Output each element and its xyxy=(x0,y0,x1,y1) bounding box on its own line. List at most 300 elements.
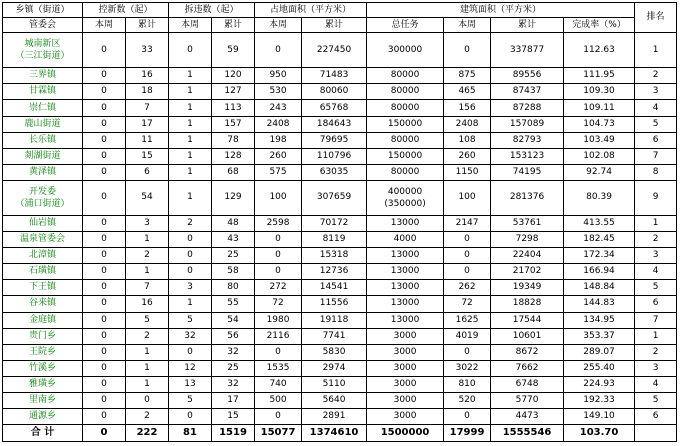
cell-land-week: 72 xyxy=(255,296,302,312)
cell-land-total: 2974 xyxy=(302,360,367,376)
township-name xyxy=(3,360,83,376)
header-land-area: 占地面积（平方米） xyxy=(255,3,367,18)
totals-land-week: 15077 xyxy=(255,425,302,442)
cell-task: 13000 xyxy=(367,312,444,328)
cell-dm-week: 1 xyxy=(169,68,212,84)
cell-bld-total: 5770 xyxy=(491,392,564,408)
cell-nc-total: 2 xyxy=(126,248,169,264)
table-row xyxy=(3,180,677,215)
township-name-line: 开发委 xyxy=(28,186,56,197)
cell-bld-total: 4473 xyxy=(491,408,564,424)
township-name-line: 仙岩镇 xyxy=(28,218,56,229)
header-task: 总任务 xyxy=(367,18,444,33)
cell-dm-total: 128 xyxy=(212,148,255,164)
cell-bld-total: 53761 xyxy=(491,216,564,232)
cell-land-week: 0 xyxy=(255,232,302,248)
cell-nc-total: 0 xyxy=(126,392,169,408)
header-land-week: 本周 xyxy=(255,18,302,33)
cell-land-total: 65768 xyxy=(302,100,367,116)
cell-task: 3000 xyxy=(367,376,444,392)
cell-dm-week: 32 xyxy=(169,328,212,344)
township-name xyxy=(3,68,83,84)
cell-dm-week: 1 xyxy=(169,100,212,116)
header-land-total: 累计 xyxy=(302,18,367,33)
township-name-line: 长乐镇 xyxy=(28,134,56,145)
township-name xyxy=(3,264,83,280)
cell-land-week: 100 xyxy=(255,180,302,215)
cell-bld-total: 74195 xyxy=(491,164,564,180)
cell-land-total: 15318 xyxy=(302,248,367,264)
table-row xyxy=(3,296,677,312)
cell-nc-week: 0 xyxy=(83,232,126,248)
cell-dm-week: 0 xyxy=(169,408,212,424)
cell-bld-week: 4019 xyxy=(444,328,491,344)
cell-dm-total: 25 xyxy=(212,360,255,376)
township-name-line: （浦口街道） xyxy=(15,198,70,209)
cell-dm-week: 3 xyxy=(169,280,212,296)
cell-task: 80000 xyxy=(367,132,444,148)
cell-bld-week: 810 xyxy=(444,376,491,392)
township-name xyxy=(3,280,83,296)
cell-nc-total: 33 xyxy=(126,33,169,68)
cell-dm-total: 43 xyxy=(212,232,255,248)
cell-task: 13000 xyxy=(367,280,444,296)
cell-nc-total: 15 xyxy=(126,148,169,164)
cell-dm-week: 5 xyxy=(169,312,212,328)
cell-dm-week: 0 xyxy=(169,264,212,280)
township-name xyxy=(3,248,83,264)
township-name xyxy=(3,148,83,164)
cell-dm-week: 0 xyxy=(169,344,212,360)
township-name-line: 三界镇 xyxy=(28,70,56,81)
cell-bld-total: 19349 xyxy=(491,280,564,296)
header-nc-total: 累计 xyxy=(126,18,169,33)
cell-nc-week: 0 xyxy=(83,408,126,424)
table-row xyxy=(3,392,677,408)
cell-land-week: 2116 xyxy=(255,328,302,344)
cell-bld-week: 0 xyxy=(444,232,491,248)
cell-bld-total: 21702 xyxy=(491,264,564,280)
cell-bld-week: 0 xyxy=(444,344,491,360)
cell-land-week: 1535 xyxy=(255,360,302,376)
cell-land-total: 7741 xyxy=(302,328,367,344)
cell-nc-week: 0 xyxy=(83,132,126,148)
cell-land-total: 19118 xyxy=(302,312,367,328)
cell-land-total: 5640 xyxy=(302,392,367,408)
cell-task: 13000 xyxy=(367,264,444,280)
table-row xyxy=(3,360,677,376)
cell-bld-week: 156 xyxy=(444,100,491,116)
cell-rank: 7 xyxy=(635,148,677,164)
cell-nc-week: 0 xyxy=(83,360,126,376)
cell-nc-week: 0 xyxy=(83,148,126,164)
cell-nc-total: 1 xyxy=(126,376,169,392)
cell-bld-week: 0 xyxy=(444,264,491,280)
township-name xyxy=(3,392,83,408)
totals-dm-total: 1519 xyxy=(212,425,255,442)
cell-land-week: 950 xyxy=(255,68,302,84)
cell-nc-total: 17 xyxy=(126,116,169,132)
table-row xyxy=(3,312,677,328)
cell-land-week: 0 xyxy=(255,408,302,424)
cell-task: 3000 xyxy=(367,408,444,424)
cell-dm-total: 157 xyxy=(212,116,255,132)
cell-rank: 2 xyxy=(635,344,677,360)
cell-land-total: 79695 xyxy=(302,132,367,148)
cell-rate: 80.39 xyxy=(564,180,635,215)
cell-task xyxy=(367,180,444,215)
cell-bld-total: 87288 xyxy=(491,100,564,116)
cell-nc-week: 0 xyxy=(83,33,126,68)
cell-land-week: 2598 xyxy=(255,216,302,232)
cell-rate: 111.95 xyxy=(564,68,635,84)
cell-land-total: 110796 xyxy=(302,148,367,164)
cell-task: 150000 xyxy=(367,148,444,164)
township-name-line: 竹溪乡 xyxy=(28,362,56,373)
cell-nc-total: 18 xyxy=(126,84,169,100)
totals-task: 1500000 xyxy=(367,425,444,442)
cell-dm-total: 129 xyxy=(212,180,255,215)
cell-rank: 1 xyxy=(635,328,677,344)
cell-rank: 6 xyxy=(635,296,677,312)
cell-nc-total: 2 xyxy=(126,408,169,424)
cell-nc-week: 0 xyxy=(83,280,126,296)
township-name xyxy=(3,296,83,312)
cell-bld-total: 7662 xyxy=(491,360,564,376)
header-rate: 完成率（%） xyxy=(564,18,635,33)
cell-nc-total: 2 xyxy=(126,328,169,344)
cell-nc-total: 7 xyxy=(126,100,169,116)
cell-bld-week: 108 xyxy=(444,132,491,148)
cell-land-week: 198 xyxy=(255,132,302,148)
cell-dm-total: 15 xyxy=(212,408,255,424)
cell-bld-total: 22404 xyxy=(491,248,564,264)
township-name xyxy=(3,116,83,132)
cell-land-week: 260 xyxy=(255,148,302,164)
township-name-line: 黄泽镇 xyxy=(28,166,56,177)
township-name-line: 下王镇 xyxy=(28,282,56,293)
township-name xyxy=(3,216,83,232)
cell-nc-total: 3 xyxy=(126,216,169,232)
township-name xyxy=(3,84,83,100)
cell-land-total: 70172 xyxy=(302,216,367,232)
cell-nc-week: 0 xyxy=(83,296,126,312)
cell-bld-total: 337877 xyxy=(491,33,564,68)
cell-rate: 255.40 xyxy=(564,360,635,376)
cell-dm-total: 80 xyxy=(212,280,255,296)
header-dm-total: 累计 xyxy=(212,18,255,33)
cell-dm-week: 1 xyxy=(169,164,212,180)
cell-bld-total: 10601 xyxy=(491,328,564,344)
cell-nc-total: 1 xyxy=(126,264,169,280)
cell-dm-week: 1 xyxy=(169,116,212,132)
cell-rate: 149.10 xyxy=(564,408,635,424)
cell-bld-week: 262 xyxy=(444,280,491,296)
cell-land-total: 11556 xyxy=(302,296,367,312)
cell-rank: 4 xyxy=(635,264,677,280)
cell-task-line: 400000 xyxy=(387,186,423,197)
cell-nc-total: 11 xyxy=(126,132,169,148)
cell-rank: 5 xyxy=(635,392,677,408)
header-dm-week: 本周 xyxy=(169,18,212,33)
cell-nc-week: 0 xyxy=(83,164,126,180)
cell-task: 150000 xyxy=(367,116,444,132)
cell-dm-total: 32 xyxy=(212,344,255,360)
township-name-line: 温泉管委会 xyxy=(19,234,65,245)
cell-bld-week: 465 xyxy=(444,84,491,100)
table-row xyxy=(3,33,677,68)
cell-nc-total: 6 xyxy=(126,164,169,180)
cell-nc-total: 5 xyxy=(126,312,169,328)
cell-rank: 4 xyxy=(635,100,677,116)
table-row xyxy=(3,376,677,392)
cell-rate: 289.07 xyxy=(564,344,635,360)
cell-nc-week: 0 xyxy=(83,264,126,280)
cell-dm-week: 1 xyxy=(169,180,212,215)
township-name-line: 王院乡 xyxy=(28,346,56,357)
cell-bld-week: 875 xyxy=(444,68,491,84)
table-row xyxy=(3,148,677,164)
cell-dm-week: 1 xyxy=(169,148,212,164)
cell-task: 3000 xyxy=(367,360,444,376)
cell-bld-total: 157089 xyxy=(491,116,564,132)
township-name xyxy=(3,344,83,360)
cell-land-total: 2891 xyxy=(302,408,367,424)
cell-rate: 109.11 xyxy=(564,100,635,116)
cell-land-total: 307659 xyxy=(302,180,367,215)
totals-row xyxy=(3,425,677,442)
cell-bld-week: 3022 xyxy=(444,360,491,376)
table-row xyxy=(3,232,677,248)
cell-land-total: 63035 xyxy=(302,164,367,180)
cell-bld-week: 100 xyxy=(444,180,491,215)
cell-land-total: 12736 xyxy=(302,264,367,280)
totals-label: 合 计 xyxy=(3,425,83,442)
cell-dm-total: 55 xyxy=(212,296,255,312)
totals-rank xyxy=(635,425,677,442)
cell-land-total: 14541 xyxy=(302,280,367,296)
cell-bld-week: 260 xyxy=(444,148,491,164)
cell-land-total: 184643 xyxy=(302,116,367,132)
township-name xyxy=(3,408,83,424)
township-name-line: 谷来镇 xyxy=(28,298,56,309)
cell-nc-total: 7 xyxy=(126,280,169,296)
cell-bld-total: 8672 xyxy=(491,344,564,360)
header-newcontrol: 控新数（起） xyxy=(83,3,169,18)
cell-bld-week: 1150 xyxy=(444,164,491,180)
cell-rank: 2 xyxy=(635,68,677,84)
cell-dm-total: 68 xyxy=(212,164,255,180)
cell-land-week: 243 xyxy=(255,100,302,116)
cell-task: 4000 xyxy=(367,232,444,248)
cell-rate: 109.30 xyxy=(564,84,635,100)
cell-land-week: 0 xyxy=(255,344,302,360)
cell-land-week: 0 xyxy=(255,264,302,280)
cell-rank: 8 xyxy=(635,164,677,180)
cell-bld-total: 18828 xyxy=(491,296,564,312)
township-name-line: （三江街道） xyxy=(15,51,70,62)
cell-land-total: 227450 xyxy=(302,33,367,68)
cell-rank: 9 xyxy=(635,180,677,215)
cell-task-line: (350000) xyxy=(384,198,426,209)
cell-land-week: 500 xyxy=(255,392,302,408)
cell-dm-total: 58 xyxy=(212,264,255,280)
cell-bld-week: 2147 xyxy=(444,216,491,232)
township-name-line: 城南新区 xyxy=(24,39,61,50)
cell-task: 13000 xyxy=(367,296,444,312)
cell-rank: 4 xyxy=(635,376,677,392)
header-bld-total: 累计 xyxy=(491,18,564,33)
table-row xyxy=(3,344,677,360)
cell-task: 3000 xyxy=(367,392,444,408)
township-name-line: 里南乡 xyxy=(28,394,56,405)
table-row xyxy=(3,328,677,344)
cell-bld-total: 87437 xyxy=(491,84,564,100)
cell-bld-total: 17544 xyxy=(491,312,564,328)
cell-land-week: 2408 xyxy=(255,116,302,132)
township-name-line: 甘霖镇 xyxy=(28,86,56,97)
cell-rate: 413.55 xyxy=(564,216,635,232)
cell-dm-week: 13 xyxy=(169,376,212,392)
header-building-area: 建筑面积（平方米） xyxy=(367,3,635,18)
cell-bld-total: 7298 xyxy=(491,232,564,248)
totals-bld-week: 17999 xyxy=(444,425,491,442)
cell-land-week: 0 xyxy=(255,33,302,68)
header-bld-week: 本周 xyxy=(444,18,491,33)
cell-task: 80000 xyxy=(367,164,444,180)
cell-task: 80000 xyxy=(367,68,444,84)
cell-nc-week: 0 xyxy=(83,84,126,100)
cell-task: 300000 xyxy=(367,33,444,68)
cell-nc-week: 0 xyxy=(83,344,126,360)
cell-dm-total: 59 xyxy=(212,33,255,68)
totals-dm-week: 81 xyxy=(169,425,212,442)
header-committee: 管委会 xyxy=(3,18,83,33)
cell-land-week: 740 xyxy=(255,376,302,392)
cell-nc-week: 0 xyxy=(83,248,126,264)
cell-task: 3000 xyxy=(367,344,444,360)
cell-rank: 5 xyxy=(635,280,677,296)
cell-rank: 3 xyxy=(635,360,677,376)
cell-rank: 3 xyxy=(635,84,677,100)
cell-bld-week: 520 xyxy=(444,392,491,408)
cell-nc-week: 0 xyxy=(83,392,126,408)
township-name xyxy=(3,328,83,344)
totals-land-total: 1374610 xyxy=(302,425,367,442)
cell-land-week: 272 xyxy=(255,280,302,296)
cell-rate: 92.74 xyxy=(564,164,635,180)
cell-rank: 6 xyxy=(635,408,677,424)
cell-bld-week: 0 xyxy=(444,33,491,68)
cell-dm-week: 2 xyxy=(169,216,212,232)
cell-rate: 148.84 xyxy=(564,280,635,296)
cell-bld-total: 153123 xyxy=(491,148,564,164)
cell-bld-total: 82793 xyxy=(491,132,564,148)
cell-task: 80000 xyxy=(367,100,444,116)
cell-nc-week: 0 xyxy=(83,68,126,84)
cell-nc-week: 0 xyxy=(83,100,126,116)
township-name xyxy=(3,232,83,248)
cell-rank: 6 xyxy=(635,132,677,148)
cell-rank: 3 xyxy=(635,248,677,264)
cell-dm-week: 5 xyxy=(169,392,212,408)
cell-rate: 134.95 xyxy=(564,312,635,328)
header-row-2 xyxy=(3,18,677,33)
cell-rate: 103.49 xyxy=(564,132,635,148)
cell-nc-week: 0 xyxy=(83,376,126,392)
header-nc-week: 本周 xyxy=(83,18,126,33)
cell-dm-total: 54 xyxy=(212,312,255,328)
cell-land-total: 5110 xyxy=(302,376,367,392)
township-name-line: 北漳镇 xyxy=(28,250,56,261)
cell-land-total: 5830 xyxy=(302,344,367,360)
township-name xyxy=(3,376,83,392)
table-row xyxy=(3,68,677,84)
cell-rate: 172.34 xyxy=(564,248,635,264)
cell-dm-total: 113 xyxy=(212,100,255,116)
totals-nc-week: 0 xyxy=(83,425,126,442)
cell-land-week: 0 xyxy=(255,248,302,264)
table-row xyxy=(3,132,677,148)
cell-dm-week: 0 xyxy=(169,232,212,248)
township-name-line: 金庭镇 xyxy=(28,314,56,325)
cell-rate: 224.93 xyxy=(564,376,635,392)
cell-task: 3000 xyxy=(367,328,444,344)
cell-rate: 353.37 xyxy=(564,328,635,344)
township-name xyxy=(3,180,83,215)
cell-land-week: 575 xyxy=(255,164,302,180)
table-row xyxy=(3,116,677,132)
cell-nc-week: 0 xyxy=(83,312,126,328)
cell-rate: 166.94 xyxy=(564,264,635,280)
township-name xyxy=(3,164,83,180)
cell-dm-total: 32 xyxy=(212,376,255,392)
cell-dm-week: 12 xyxy=(169,360,212,376)
cell-bld-total: 281376 xyxy=(491,180,564,215)
cell-bld-total: 89556 xyxy=(491,68,564,84)
cell-rank: 1 xyxy=(635,33,677,68)
township-name xyxy=(3,33,83,68)
cell-bld-week: 1625 xyxy=(444,312,491,328)
cell-land-total: 8119 xyxy=(302,232,367,248)
cell-nc-total: 54 xyxy=(126,180,169,215)
cell-rank: 1 xyxy=(635,216,677,232)
header-demolish: 拆违数（起） xyxy=(169,3,255,18)
totals-bld-total: 1555546 xyxy=(491,425,564,442)
table-row xyxy=(3,264,677,280)
cell-rate: 102.08 xyxy=(564,148,635,164)
header-rank: 排名 xyxy=(635,3,677,33)
cell-dm-total: 127 xyxy=(212,84,255,100)
cell-rank: 5 xyxy=(635,116,677,132)
cell-dm-total: 48 xyxy=(212,216,255,232)
township-name-line: 雅璜乡 xyxy=(28,378,56,389)
totals-nc-total: 222 xyxy=(126,425,169,442)
cell-dm-total: 17 xyxy=(212,392,255,408)
cell-rate: 112.63 xyxy=(564,33,635,68)
cell-task: 13000 xyxy=(367,216,444,232)
cell-nc-total: 16 xyxy=(126,296,169,312)
cell-rate: 192.33 xyxy=(564,392,635,408)
cell-nc-total: 1 xyxy=(126,344,169,360)
cell-dm-week: 0 xyxy=(169,248,212,264)
township-name-line: 贵门乡 xyxy=(28,330,56,341)
cell-task: 80000 xyxy=(367,84,444,100)
cell-bld-total: 6748 xyxy=(491,376,564,392)
table-row xyxy=(3,164,677,180)
cell-nc-total: 16 xyxy=(126,68,169,84)
cell-nc-week: 0 xyxy=(83,328,126,344)
